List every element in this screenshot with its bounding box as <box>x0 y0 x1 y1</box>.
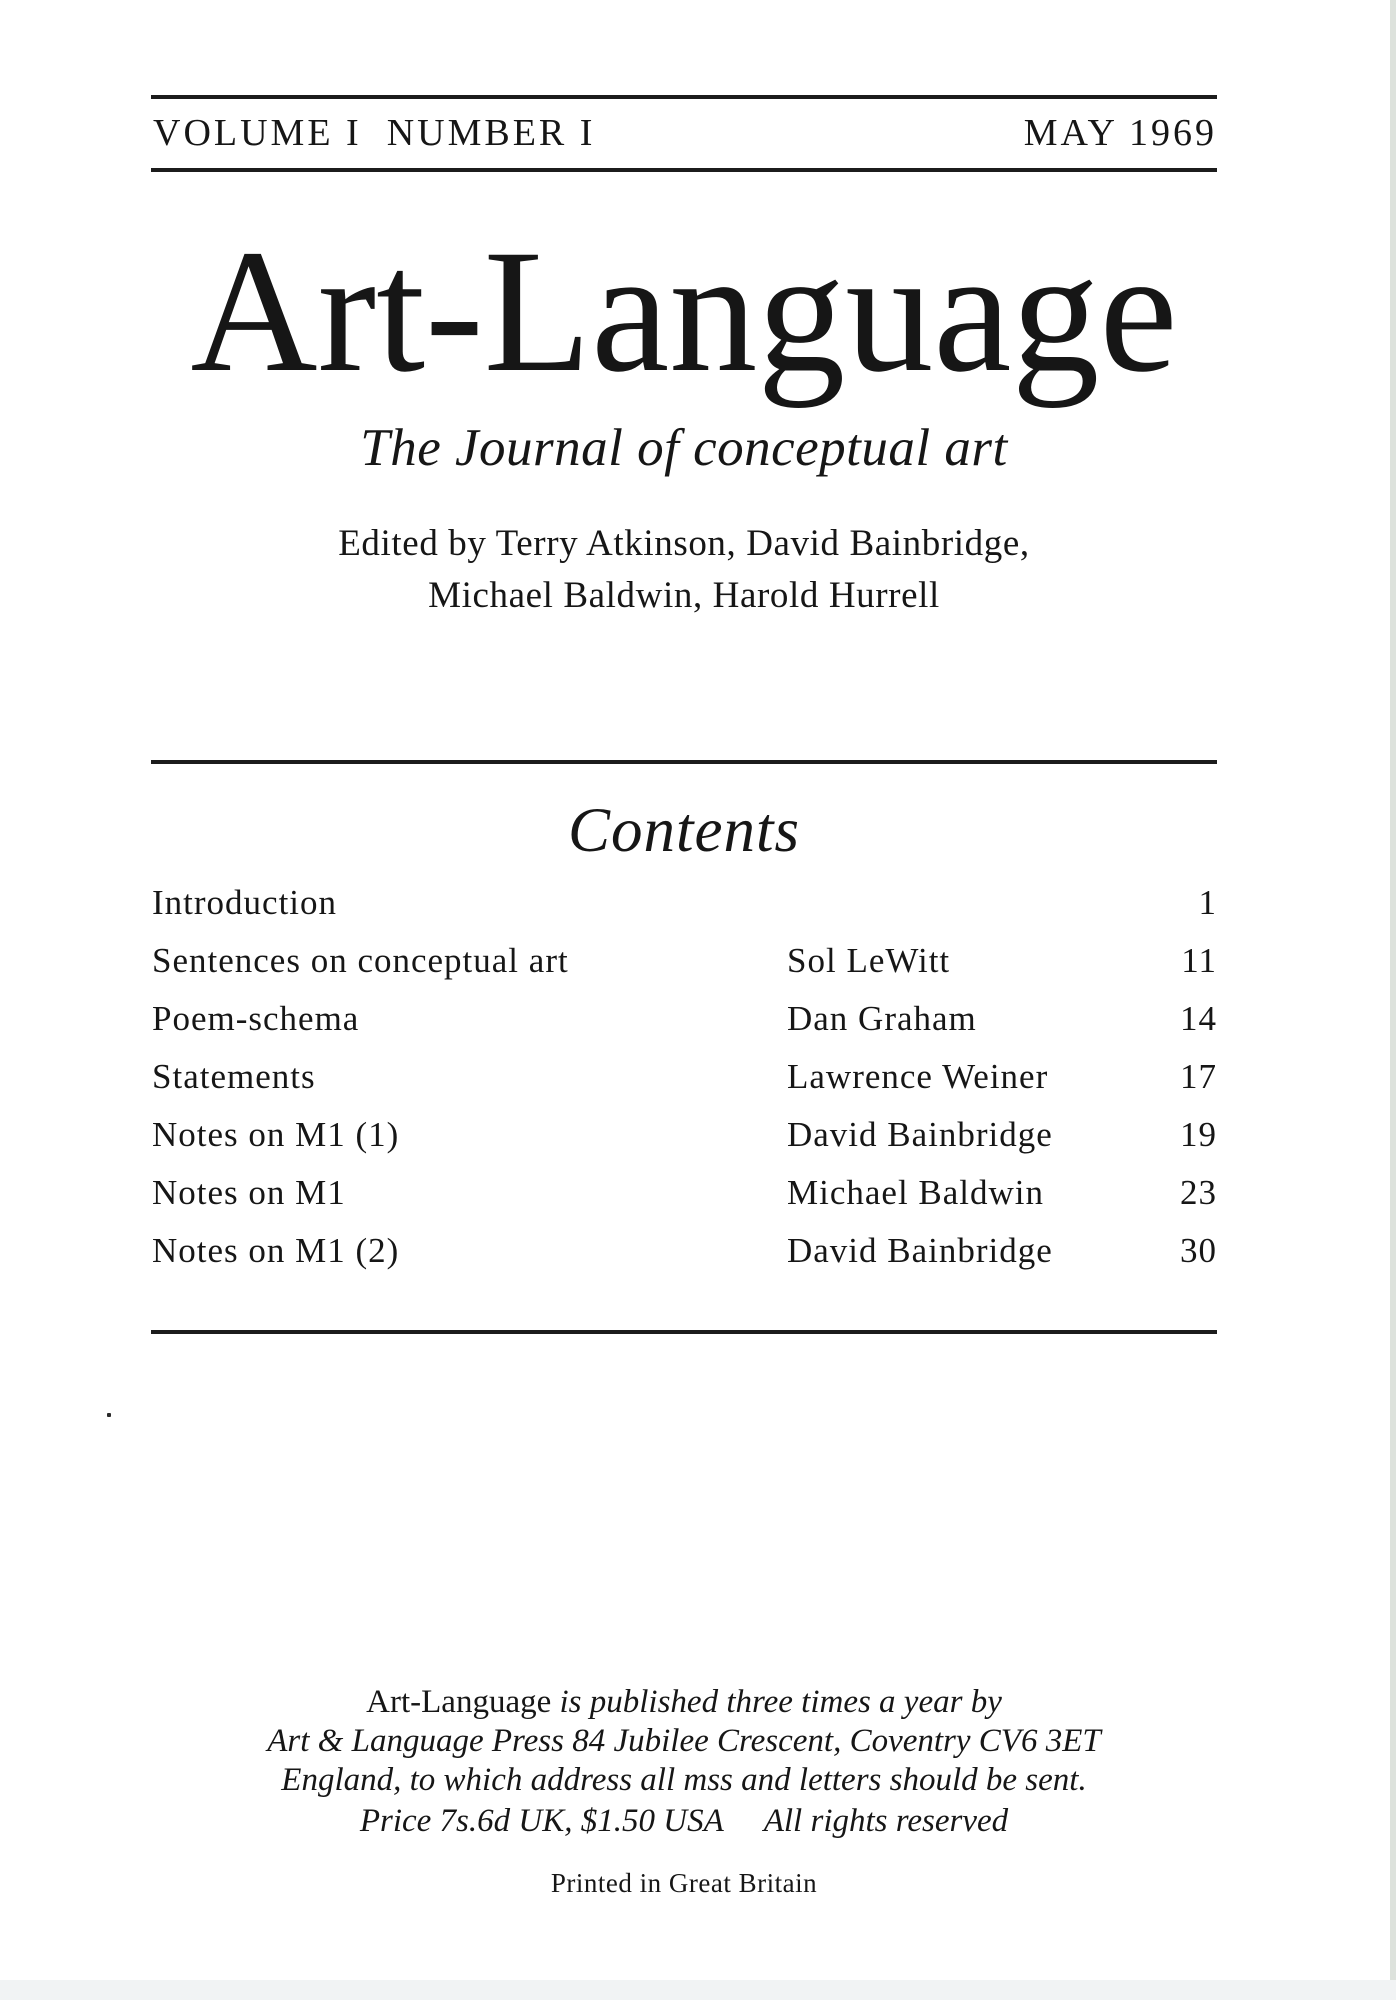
toc-entry[interactable] <box>151 1112 1217 1170</box>
toc-entry-author: David Bainbridge <box>787 1115 1053 1154</box>
toc-entry[interactable] <box>151 880 1217 938</box>
toc-entry-author: David Bainbridge <box>787 1231 1053 1270</box>
colophon-rights: All rights reserved <box>763 1803 1009 1839</box>
masthead-bottom-rule <box>151 168 1217 172</box>
toc-entry-title: Notes on M1 (1) <box>152 1115 400 1154</box>
colophon-journal-name: Art-Language <box>366 1684 552 1720</box>
table-of-contents <box>151 880 1217 1286</box>
toc-entry[interactable] <box>151 1228 1217 1286</box>
contents-heading: Contents <box>567 795 800 865</box>
issue-date: MAY 1969 <box>1023 112 1217 154</box>
toc-entry-page: 1 <box>1198 883 1217 922</box>
toc-entry-author: Sol LeWitt <box>787 941 951 980</box>
scan-speck <box>107 1413 111 1417</box>
journal-title: Art-Language <box>190 214 1178 409</box>
toc-entry-title: Sentences on conceptual art <box>152 941 569 980</box>
toc-entry-title: Notes on M1 (2) <box>152 1231 400 1270</box>
colophon-line-4 <box>151 1802 1217 1841</box>
toc-entry[interactable] <box>151 938 1217 996</box>
toc-entry[interactable] <box>151 1054 1217 1112</box>
toc-entry-page: 14 <box>1180 999 1217 1038</box>
contents-top-rule <box>151 760 1217 764</box>
toc-entry-page: 23 <box>1180 1173 1217 1212</box>
colophon-line-1 <box>151 1683 1217 1722</box>
colophon-publication-frequency: is published three times a year by <box>551 1684 1002 1720</box>
toc-entry-author: Dan Graham <box>787 999 977 1038</box>
toc-entry-page: 19 <box>1180 1115 1217 1154</box>
toc-entry[interactable] <box>151 1170 1217 1228</box>
editors-line-2: Michael Baldwin, Harold Hurrell <box>428 575 940 616</box>
printed-in-note: Printed in Great Britain <box>550 1868 818 1898</box>
masthead-top-rule <box>151 95 1217 99</box>
colophon-price: Price 7s.6d UK, $1.50 USA <box>359 1803 724 1839</box>
masthead <box>151 108 1217 158</box>
editors-line-1: Edited by Terry Atkinson, David Bainbridge, <box>338 523 1030 564</box>
toc-entry-author: Michael Baldwin <box>787 1173 1045 1212</box>
toc-entry-title: Statements <box>152 1057 316 1096</box>
page-edge-right <box>1390 0 1396 2000</box>
toc-entry-title: Poem-schema <box>152 999 360 1038</box>
toc-entry-page: 17 <box>1180 1057 1217 1096</box>
contents-bottom-rule <box>151 1330 1217 1334</box>
toc-entry-author: Lawrence Weiner <box>787 1057 1049 1096</box>
toc-entry-page: 11 <box>1181 941 1217 980</box>
colophon-publisher-address: Art & Language Press 84 Jubilee Crescent, Coventry CV6 3ET <box>267 1723 1101 1759</box>
journal-subtitle: The Journal of conceptual art <box>360 419 1008 477</box>
toc-entry[interactable] <box>151 996 1217 1054</box>
toc-entry-page: 30 <box>1180 1231 1217 1270</box>
page-edge-bottom <box>0 1980 1396 2000</box>
colophon-correspondence: England, to which address all mss and letters should be sent. <box>281 1762 1087 1798</box>
toc-entry-title: Notes on M1 <box>152 1173 346 1212</box>
toc-entry-title: Introduction <box>152 883 338 922</box>
volume-number: VOLUME I NUMBER I <box>153 112 596 154</box>
